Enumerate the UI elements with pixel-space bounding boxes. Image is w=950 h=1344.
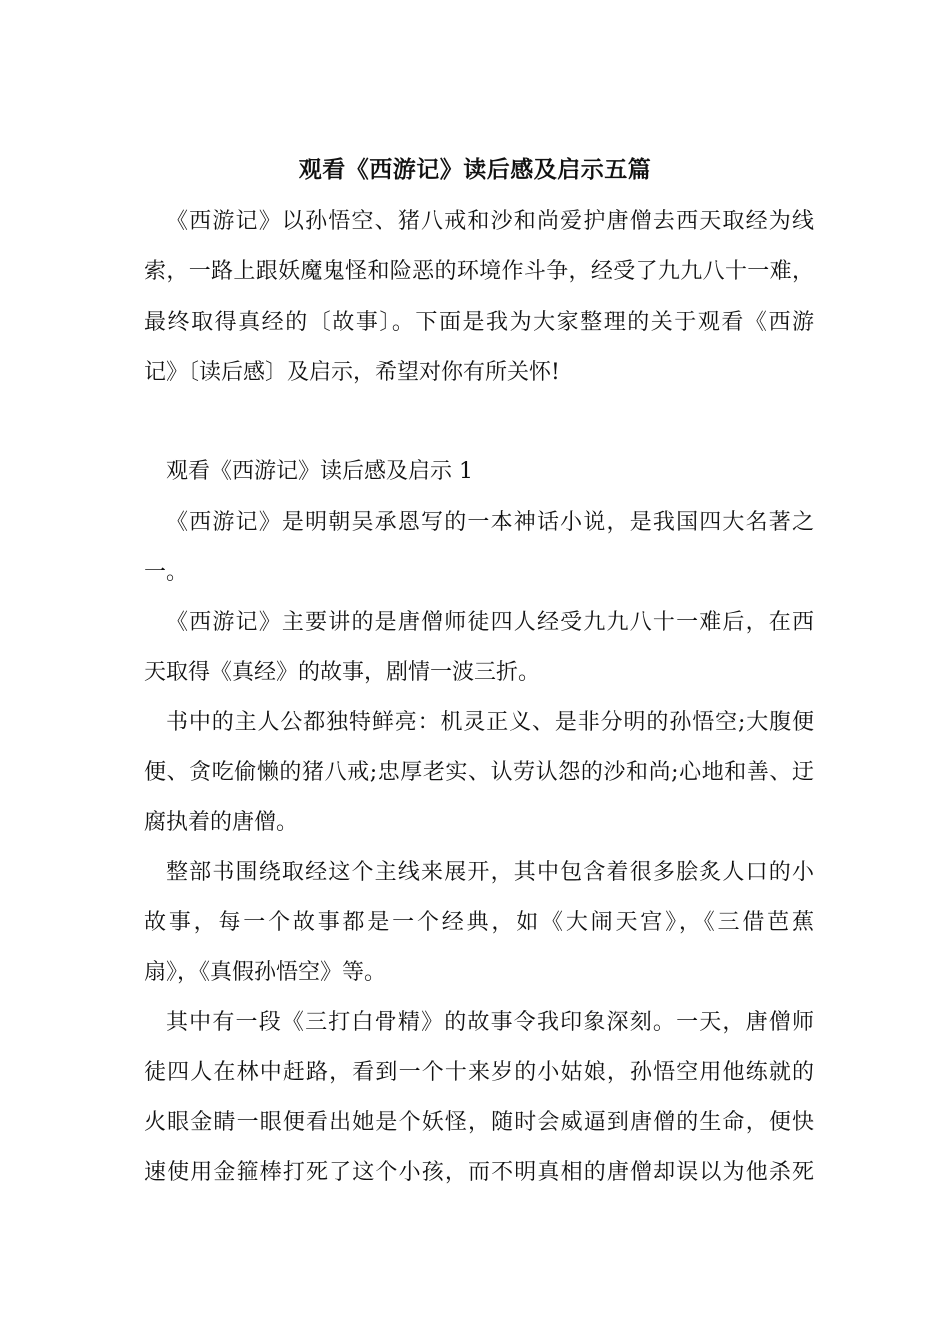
body-line: 整部书围绕取经这个主线来展开，其中包含着很多脍炙人口的小 <box>166 860 814 885</box>
body-line: 一。 <box>144 560 189 585</box>
body-line: 其中有一段《三打白骨精》的故事令我印象深刻。一天，唐僧师 <box>166 1010 814 1035</box>
intro-line: 索，一路上跟妖魔鬼怪和险恶的环境作斗争，经受了九九八十一难， <box>144 259 814 284</box>
body-line: 书中的主人公都独特鲜亮：机灵正义、是非分明的孙悟空;大腹便 <box>166 710 814 735</box>
body-line: 故事，每一个故事都是一个经典，如《大闹天宫》，《三借芭蕉 <box>144 910 814 935</box>
body-line: 火眼金睛一眼便看出她是个妖怪，随时会威逼到唐僧的生命，便快 <box>144 1110 814 1135</box>
document-title: 观看《西游记》读后感及启示五篇 <box>298 156 652 183</box>
body-line: 扇》，《真假孙悟空》等。 <box>144 960 387 985</box>
intro-line: 记》〔读后感〕及启示，希望对你有所关怀! <box>144 360 560 385</box>
section-heading: 观看《西游记》读后感及启示 1 <box>166 459 473 484</box>
body-line: 速使用金箍棒打死了这个小孩，而不明真相的唐僧却误以为他杀死 <box>144 1160 814 1185</box>
body-line: 天取得《真经》的故事，剧情一波三折。 <box>144 660 541 685</box>
intro-line: 《西游记》以孙悟空、猪八戒和沙和尚爱护唐僧去西天取经为线 <box>166 209 814 234</box>
intro-line: 最终取得真经的〔故事〕。下面是我为大家整理的关于观看《西游 <box>144 310 814 335</box>
body-line: 《西游记》主要讲的是唐僧师徒四人经受九九八十一难后，在西 <box>166 610 814 635</box>
body-line: 徒四人在林中赶路，看到一个十来岁的小姑娘，孙悟空用他练就的 <box>144 1060 814 1085</box>
body-line: 腐执着的唐僧。 <box>144 810 299 835</box>
body-line: 便、贪吃偷懒的猪八戒;忠厚老实、认劳认怨的沙和尚;心地和善、迂 <box>144 760 814 785</box>
body-line: 《西游记》是明朝吴承恩写的一本神话小说，是我国四大名著之 <box>166 510 814 535</box>
